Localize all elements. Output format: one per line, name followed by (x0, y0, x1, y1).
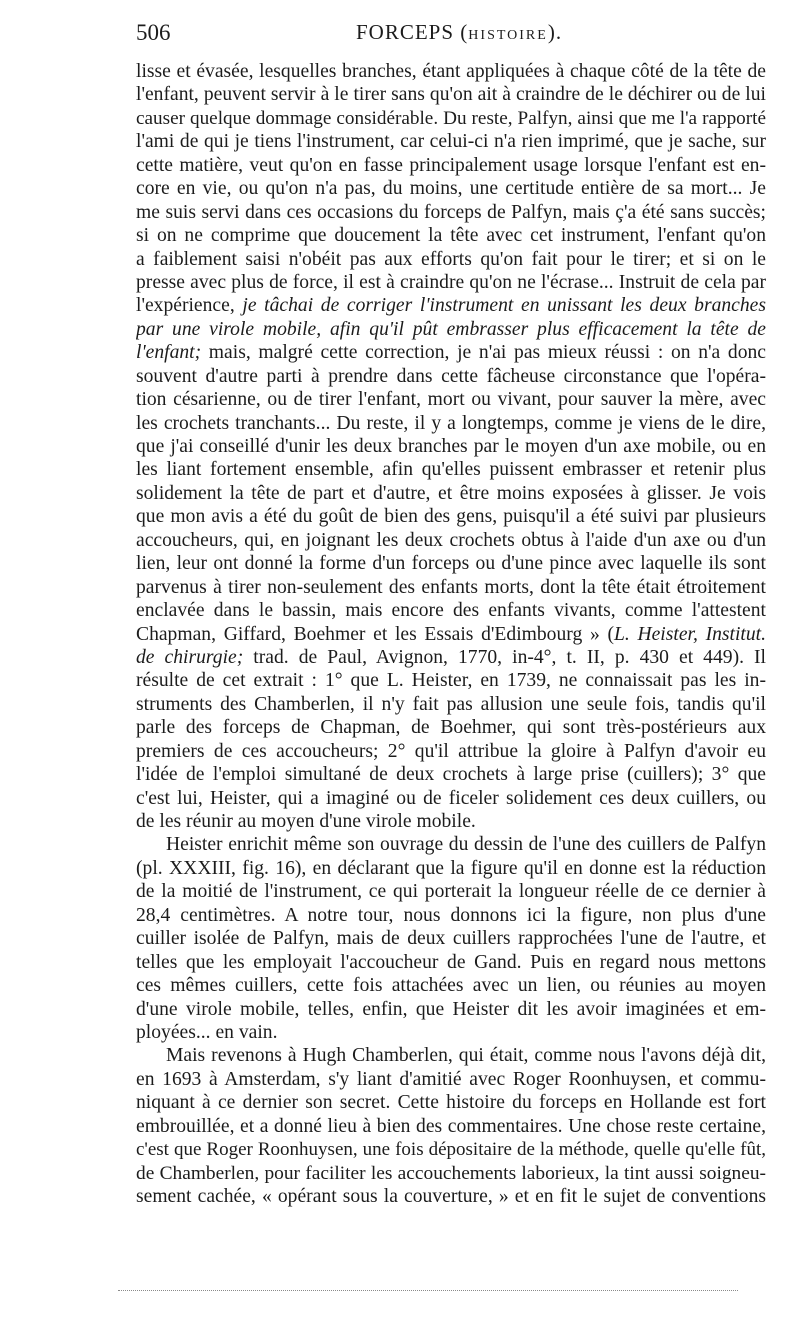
line-text: l'ami de qui je tiens l'instrument, car celui-ci n'a rien imprimé, que je sache, sur (136, 131, 766, 153)
line-text: l'enfant, peuvent servir à le tirer sans qu'on ait à craindre de le déchirer ou de lui (136, 84, 766, 106)
running-title (356, 20, 562, 45)
running-title-main: FORCEPS (356, 20, 455, 44)
line-text: d'une virole mobile, telles, enfin, que Heister dit les avoir imaginées et em- (136, 998, 766, 1020)
line-text: parvenus à tirer non-seulement des enfants morts, dont la tête était étroitement (136, 576, 766, 598)
italic-text: L. Heister, Institut. (613, 623, 766, 645)
line-text: premiers de ces accoucheurs; 2° qu'il attribue la gloire à Palfyn d'avoir eu (136, 740, 766, 762)
line-text: l'expérience, (136, 295, 243, 317)
text-line (136, 1044, 766, 1067)
line-text: les crochets tranchants... Du reste, il y a longtemps, comme je viens de le dire, (136, 412, 766, 434)
line-text: telles que les employait l'accoucheur de Gand. Puis en regard nous mettons (136, 951, 766, 973)
line-text: 28,4 centimètres. A notre tour, nous donnons ici la figure, non plus d'une (136, 904, 766, 926)
text-line (136, 646, 766, 669)
text-line (136, 1115, 766, 1138)
italic-text: l'enfant; (136, 342, 202, 364)
text-line (136, 552, 766, 575)
text-line (136, 904, 766, 927)
text-line (136, 1162, 766, 1185)
running-title-paren-open: ( (454, 20, 469, 44)
line-text: causer quelque dommage considérable. Du reste, Palfyn, ainsi que me l'a rapporté (136, 107, 766, 129)
text-line (136, 341, 766, 364)
text-line (136, 576, 766, 599)
running-head (0, 20, 800, 50)
footer-dotted-rule (118, 1290, 738, 1291)
line-text: que mon avis a été du goût de bien des gens, puisqu'il a été suivi par plusieurs (136, 506, 766, 528)
text-line (136, 1091, 766, 1114)
text-line (136, 763, 766, 786)
text-line (136, 693, 766, 716)
line-text: l'idée de l'emploi simultané de deux crochets à large prise (cuillers); 3° que (136, 764, 766, 786)
line-text: (pl. XXXIII, fig. 16), en déclarant que la figure qu'il en donne est la réduction (136, 857, 766, 879)
text-line (136, 482, 766, 505)
text-line (136, 388, 766, 411)
line-text: ces mêmes cuillers, cette fois attachées avec un lien, ou réunies au moyen (136, 975, 766, 997)
line-text: de la moitié de l'instrument, ce qui porterait la longueur réelle de ce dernier à (136, 881, 766, 903)
line-text: en 1693 à Amsterdam, s'y liant d'amitié avec Roger Roonhuysen, et commu- (136, 1068, 766, 1090)
text-line (136, 271, 766, 294)
text-line (136, 880, 766, 903)
text-line (136, 201, 766, 224)
line-text: sement cachée, « opérant sous la couverture, » et en fit le sujet de conventions (136, 1186, 766, 1207)
line-text: c'est que Roger Roonhuysen, une fois dépositaire de la méthode, quelle qu'elle fût, (136, 1139, 766, 1161)
text-line (136, 740, 766, 763)
line-text: résulte de cet extrait : 1° que L. Heister, en 1739, ne connaissait pas les in- (136, 670, 766, 692)
running-title-sub: HISTOIRE (468, 28, 548, 43)
line-text: de Chamberlen, pour faciliter les accouchements laborieux, la tint aussi soigneu- (136, 1162, 766, 1184)
text-line (136, 83, 766, 106)
text-line (136, 951, 766, 974)
line-text: trad. de Paul, Avignon, 1770, in-4°, t. II, p. 430 et 449). Il (243, 646, 766, 668)
line-text: que j'ai conseillé d'unir les deux branches par le moyen d'un axe mobile, ou en (136, 436, 766, 457)
text-line (136, 154, 766, 177)
italic-text: par une virole mobile, afin qu'il pût embrasser plus efficacement la tête de (136, 318, 766, 340)
text-line (136, 224, 766, 247)
line-text: les liant fortement ensemble, afin qu'elles puissent embrasser et retenir plus (136, 459, 766, 481)
text-line (136, 810, 766, 833)
text-line (136, 435, 766, 458)
text-line (136, 716, 766, 739)
text-line (136, 1021, 766, 1044)
line-text: si on ne comprime que doucement la tête avec cet instrument, l'enfant qu'on (136, 225, 766, 247)
text-line (136, 974, 766, 997)
text-line (136, 365, 766, 388)
text-line (136, 927, 766, 950)
text-line (136, 599, 766, 622)
page-number: 506 (136, 20, 171, 45)
line-text: de les réunir au moyen d'une virole mobile. (136, 811, 476, 832)
line-text: lien, leur ont donné la forme d'un forceps ou d'une pince avec laquelle ils sont (136, 553, 766, 575)
text-line (136, 177, 766, 200)
body-text (136, 60, 766, 1208)
line-text: mais, malgré cette correction, je n'ai pas mieux réussi : on n'a donc (201, 342, 766, 364)
italic-text: de chirurgie; (136, 646, 244, 668)
text-line (136, 529, 766, 552)
text-line (136, 1185, 766, 1208)
line-text: niquant à ce dernier son secret. Cette histoire du forceps en Hollande est fort (136, 1092, 766, 1114)
line-text: cuiller isolée de Palfyn, mais de deux cuillers rapprochées l'une de l'autre, et (136, 928, 766, 950)
text-line (136, 1068, 766, 1091)
line-text: a faiblement saisi n'obéit pas aux efforts qu'on fait pour le tirer; et si on le (136, 248, 766, 270)
text-line (136, 130, 766, 153)
line-text: c'est lui, Heister, qui a imaginé ou de ficeler solidement ces deux cuillers, ou (136, 787, 766, 809)
running-title-paren-close: ). (547, 20, 563, 44)
text-line (136, 833, 766, 856)
line-text: tion césarienne, ou de tirer l'enfant, mort ou vivant, pour sauver la mère, avec (136, 389, 766, 411)
text-line (136, 60, 766, 83)
line-text: solidement la tête de part et d'autre, et être moins exposées à glisser. Je vois (136, 482, 766, 504)
text-line (136, 458, 766, 481)
text-line (136, 248, 766, 271)
line-text: accoucheurs, qui, en joignant les deux crochets obtus à l'aide d'un axe ou d'un (136, 529, 766, 551)
text-line (136, 107, 766, 130)
line-text: core en vie, ou qu'on n'a pas, du moins, une certitude entière de sa mort... Je (136, 178, 766, 200)
text-line (136, 505, 766, 528)
text-line (136, 412, 766, 435)
line-text: me suis servi dans ces occasions du forceps de Palfyn, mais ç'a été sans succès; (136, 201, 766, 223)
line-text: cette matière, veut qu'on en fasse principalement usage lorsque l'enfant est en- (136, 154, 766, 176)
text-line (136, 857, 766, 880)
text-line (136, 623, 766, 646)
text-line (136, 787, 766, 810)
line-text: Mais revenons à Hugh Chamberlen, qui était, comme nous l'avons déjà dit, (166, 1045, 766, 1067)
text-line (136, 1138, 766, 1161)
line-text: parle des forceps de Chapman, de Boehmer, qui sont très-postérieurs aux (136, 717, 766, 739)
line-text: struments des Chamberlen, il n'y fait pas allusion une seule fois, tandis qu'il (136, 693, 766, 715)
line-text: Chapman, Giffard, Boehmer et les Essais d'Edimbourg » ( (136, 623, 614, 645)
line-text: souvent d'autre parti à prendre dans cette fâcheuse circonstance que l'opéra- (136, 365, 766, 387)
text-line (136, 998, 766, 1021)
line-text: embrouillée, et a donné lieu à bien des commentaires. Une chose reste certaine, (136, 1115, 766, 1137)
line-text: enclavée dans le bassin, mais encore des enfants vivants, comme l'attestent (136, 600, 766, 622)
line-text: ployées... en vain. (136, 1021, 278, 1043)
text-line (136, 669, 766, 692)
line-text: Heister enrichit même son ouvrage du dessin de l'une des cuillers de Palfyn (166, 834, 766, 856)
text-line (136, 318, 766, 341)
line-text: lisse et évasée, lesquelles branches, étant appliquées à chaque côté de la tête de (136, 61, 766, 82)
text-line (136, 294, 766, 317)
italic-text: je tâchai de corriger l'instrument en unissant les deux branches (242, 295, 766, 317)
line-text: presse avec plus de force, il est à craindre qu'on ne l'écrase... Instruit de cela par (136, 271, 766, 293)
